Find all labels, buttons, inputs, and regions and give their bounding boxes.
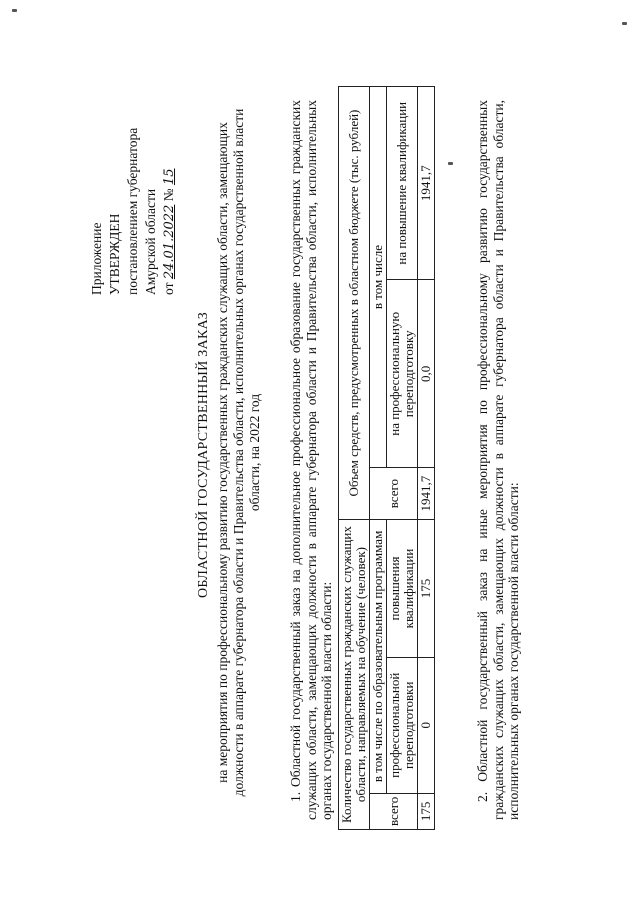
header-by-programs: в том числе по образовательным программам xyxy=(370,520,387,794)
cell-retraining: 0 xyxy=(418,657,435,793)
order-table xyxy=(338,86,435,830)
header-funds: Объем средств, предусмотренных в областном бюджете (тыс. рублей) xyxy=(339,87,370,520)
approval-decree: постановлением губернатора xyxy=(125,127,140,295)
punch-hole-mark xyxy=(622,22,627,25)
cell-total-funds: 1941,7 xyxy=(418,468,435,520)
number-prefix: № xyxy=(161,188,176,202)
header-total-count: всего xyxy=(370,793,418,829)
approval-block xyxy=(88,128,179,295)
header-qualification: повышения квалификации xyxy=(387,520,418,658)
punch-hole-mark xyxy=(448,162,453,165)
header-including: в том числе xyxy=(370,87,387,468)
cell-qualification-funds: 1941,7 xyxy=(418,87,435,281)
approval-region: Амурской области xyxy=(143,188,158,295)
punch-hole-mark xyxy=(12,9,17,12)
table-subheader-row xyxy=(370,87,387,830)
handwritten-date: 24.01.2022 xyxy=(162,204,177,280)
cell-qualification: 175 xyxy=(418,520,435,658)
paragraph-2: 2. Областной государственный заказ на иные мероприятия по профессиональному развитию государственных гражданских служащих области, замещающих должности в аппарате губернатора области и Правительства области, исполнительных органах государственной власти области: xyxy=(475,100,521,820)
header-count: Количество государственных гражданских служащих области, направляемых на обучение (человек) xyxy=(339,520,370,830)
document-title: ОБЛАСТНОЙ ГОСУДАРСТВЕННЫЙ ЗАКАЗ xyxy=(196,311,211,599)
table-columns-row xyxy=(387,87,418,830)
date-prefix: от xyxy=(161,282,176,295)
approval-appendix: Приложение xyxy=(89,222,104,295)
table-header-row xyxy=(339,87,370,830)
cell-total-count: 175 xyxy=(418,793,435,829)
approval-approved: УТВЕРЖДЕН xyxy=(107,213,122,295)
handwritten-number: 15 xyxy=(162,168,177,186)
table-row xyxy=(418,87,435,830)
paragraph-1: 1. Областной государственный заказ на дополнительное профессиональное образование государственных гражданских служащих области, замещающих должности в аппарате губернатора области и Правительства области, исполнительных органах государственной власти области: xyxy=(288,100,334,820)
document-subtitle: на мероприятия по профессиональному развитию государственных гражданских служащих области, замещающих должности в аппарате губернатора области и Правительства области, исполнительных органах государственной власти области, на 2022 год xyxy=(215,108,262,797)
header-retraining-funds: на профессиональную переподготовку xyxy=(387,280,418,468)
header-retraining: профессиональной переподготовки xyxy=(387,657,418,793)
header-total-funds: всего xyxy=(370,468,418,520)
approval-date-line xyxy=(160,128,179,295)
header-qualification-funds: на повышение квалификации xyxy=(387,87,418,281)
cell-retraining-funds: 0,0 xyxy=(418,280,435,468)
